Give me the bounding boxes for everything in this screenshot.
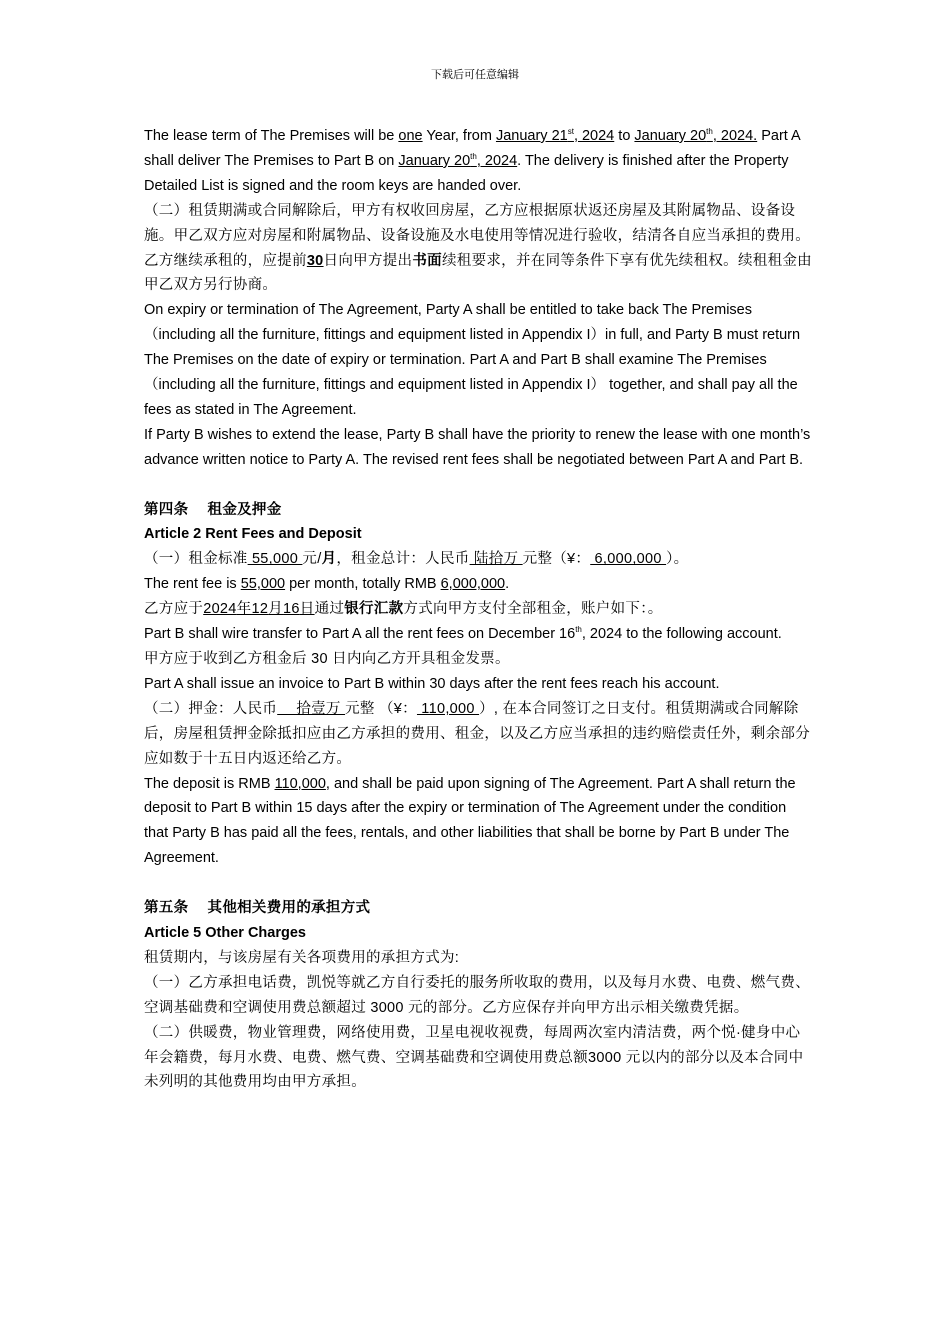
rent-monthly-amount: 55,000 xyxy=(247,551,303,568)
payment-paragraph-en: Part B shall wire transfer to Part A all the rent fees on December 16th, 2024 to the following account. xyxy=(144,625,782,643)
spacer xyxy=(144,871,812,896)
renewal-paragraph-en: If Party B wishes to extend the lease, Party B shall have the priority to renew the lease with one month’s advance written notice to Party A. The revised rent fees shall be negotiated between Part A and Part B. xyxy=(144,426,811,468)
payment-date-zh: 2024年12月16日 xyxy=(203,601,315,618)
term-years: one xyxy=(398,128,423,144)
term-delivery-date: January 20th, 2024 xyxy=(398,151,518,169)
deposit-paragraph-zh: （二）押金：人民币 拾壹万 元整 （¥： 110,000 ）, 在本合同签订之日支付。租赁期满或合同解除后，房屋租赁押金除抵扣应由乙方承担的费用、租金，以及乙方应当承担的违约赔偿责任外，剩余部分应如数于十五日内返还给乙方。 xyxy=(144,700,810,767)
term-text: . The delivery is finished after the Property Detailed List is signed and the room keys are handed over. xyxy=(144,152,789,194)
written-emphasis: 书面 xyxy=(412,252,442,269)
charges-item2-zh: （二）供暖费，物业管理费，网络使用费，卫星电视收视费，每周两次室内清洁费，两个悦·健身中心年会籍费，每月水费、电费、燃气费、空调基础费和空调使用费总额3000 元以内的部分以及本合同中未列明的其他费用均由甲方承担。 xyxy=(144,1024,804,1091)
expiry-paragraph-en: On expiry or termination of The Agreement, Party A shall be entitled to take back The Premises （including all the furniture, fittings and equipment listed in Appendix I）in full, and Party B must return The Premises on the date of expiry or termination. Part A and Part B shall examine The Premises （including all the furniture, fittings and equipment listed in Appendix I） together, and shall pay all the fees as stated in The Agreement. xyxy=(144,302,801,418)
page-header: 下载后可任意编辑 xyxy=(431,68,519,81)
rent-standard-en: The rent fee is 55,000 per month, totally RMB 6,000,000. xyxy=(144,576,510,593)
expiry-paragraph-zh: （二）租赁期满或合同解除后，甲方有权收回房屋，乙方应根据原状返还房屋及其附属物品、设备设施。甲乙双方应对房屋和附属物品、设备设施及水电使用等情况进行验收，结清各自应当承担的费用。 xyxy=(144,202,810,244)
document-body xyxy=(144,124,812,1095)
article5-heading-zh: 第五条 其他相关费用的承担方式 xyxy=(144,900,371,917)
deposit-paragraph-en: The deposit is RMB 110,000, and shall be paid upon signing of The Agreement. Part A shall return the deposit to Part B within 15 days after the expiry or termination of The Agreement under the condition that Party B has paid all the fees, rentals, and other liabilities that shall be borne by Part B under The Agreement. xyxy=(144,775,796,867)
rent-monthly-amount-en: 55,000 xyxy=(240,576,286,593)
term-text: Year, from xyxy=(422,128,496,144)
deposit-number: 110,000 xyxy=(416,700,480,717)
article5-heading-en: Article 5 Other Charges xyxy=(144,924,306,941)
rent-total-en: 6,000,000 xyxy=(440,576,506,593)
term-start-date: January 21st, 2024 xyxy=(495,127,615,144)
invoice-paragraph-en: Part A shall issue an invoice to Part B within 30 days after the rent fees reach his account. xyxy=(144,675,720,692)
article4-heading-zh: 第四条 租金及押金 xyxy=(144,501,282,518)
article4-heading-en: Article 2 Rent Fees and Deposit xyxy=(144,526,362,543)
deposit-words: 拾壹万 xyxy=(277,700,346,717)
spacer xyxy=(144,473,812,498)
renewal-notice-days: 30 xyxy=(306,252,324,269)
deposit-amount-en: 110,000 xyxy=(274,775,326,792)
term-text: Part A shall deliver The Premises to Part B on xyxy=(144,128,800,169)
term-text: The lease term of The Premises will be xyxy=(144,128,399,144)
rent-total-number: 6,000,000 xyxy=(590,551,667,568)
invoice-paragraph-zh: 甲方应于收到乙方租金后 30 日内向乙方开具租金发票。 xyxy=(144,651,510,668)
rent-total-words: 陆拾万 xyxy=(469,551,523,568)
rent-standard-zh: （一）租金标准 55,000 元/月，租金总计：人民币 陆拾万 元整（¥： 6,000,000 ）。 xyxy=(144,551,689,568)
term-text: to xyxy=(614,128,635,144)
charges-intro-zh: 租赁期内，与该房屋有关各项费用的承担方式为: xyxy=(144,949,460,966)
renewal-paragraph-zh: 乙方继续承租的，应提前30日向甲方提出书面续租要求，并在同等条件下享有优先续租权。续租租金由甲乙双方另行协商。 xyxy=(144,252,812,294)
term-end-date: January 20th, 2024. xyxy=(634,127,758,144)
payment-method: 银行汇款 xyxy=(344,601,404,618)
payment-paragraph-zh: 乙方应于2024年12月16日通过银行汇款方式向甲方支付全部租金，账户如下：。 xyxy=(144,601,663,618)
charges-item1-zh: （一）乙方承担电话费，凯悦等就乙方自行委托的服务所收取的费用，以及每月水费、电费、燃气费、空调基础费和空调使用费总额超过 3000 元的部分。乙方应保存并向甲方出示相关缴费凭据。 xyxy=(144,974,810,1016)
lease-term-paragraph-en xyxy=(144,124,812,199)
